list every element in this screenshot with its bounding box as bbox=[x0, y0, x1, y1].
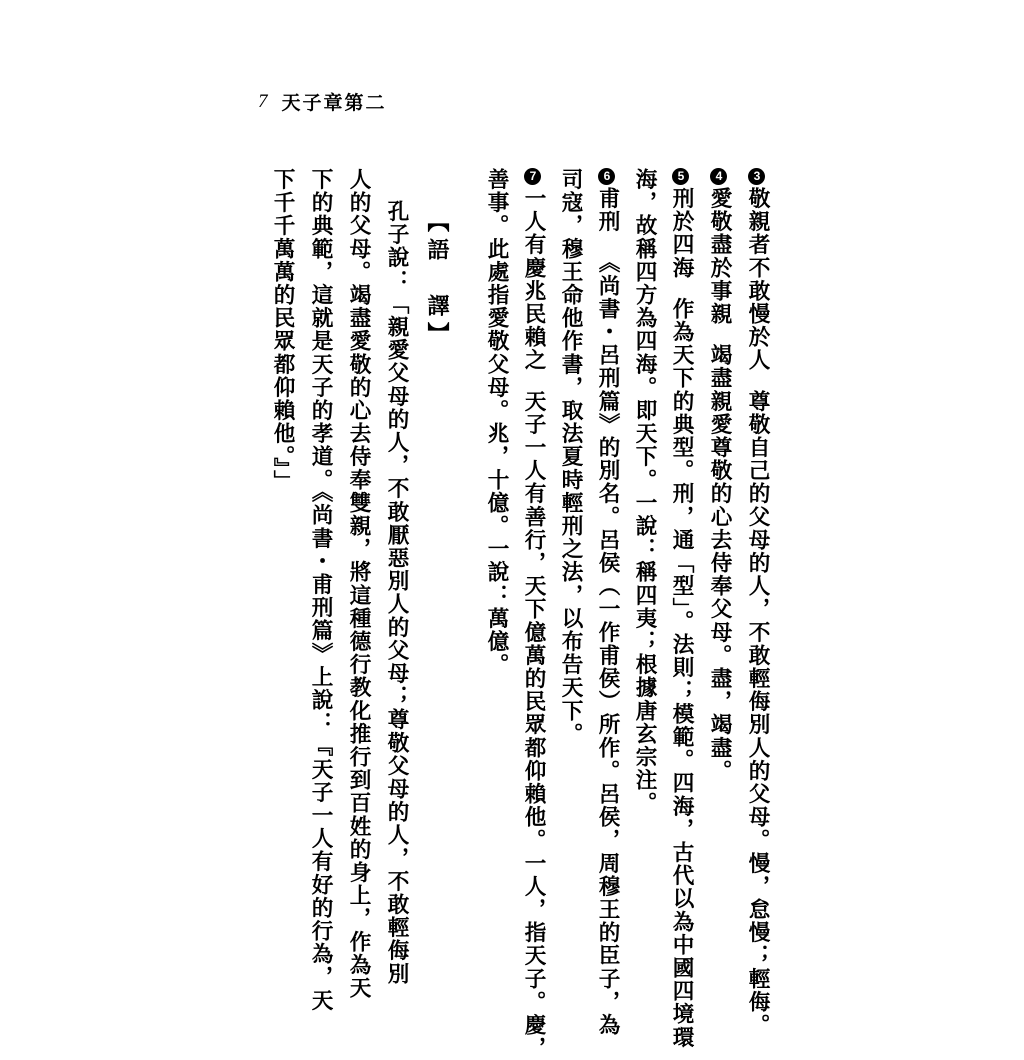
note-text: 司寇，穆王命他作書，取法夏時輕刑之法，以布告天下。 bbox=[558, 168, 583, 746]
note-term: 一人有慶兆民賴之 bbox=[521, 187, 546, 372]
page-number: 7 bbox=[258, 90, 268, 112]
note-5-continuation bbox=[630, 168, 658, 815]
note-number-badge: 6 bbox=[600, 168, 614, 185]
chapter-title: 天子章第二 bbox=[281, 92, 387, 114]
note-6 bbox=[593, 168, 621, 1037]
note-text: 《尚書・呂刑篇》的別名。呂侯（一作甫侯）所作。呂侯，周穆王的臣子，為 bbox=[595, 251, 620, 1037]
note-term: 刑於四海 bbox=[669, 187, 694, 280]
note-3 bbox=[743, 168, 771, 1037]
note-term: 敬親者不敢慢於人 bbox=[745, 187, 770, 372]
note-number-badge: 7 bbox=[526, 168, 540, 185]
note-7-continuation bbox=[482, 168, 510, 676]
note-number-badge: 5 bbox=[674, 168, 688, 185]
note-text: 尊敬自己的父母的人，不敢輕侮別人的父母。慢，怠慢；輕侮。 bbox=[745, 389, 770, 1037]
note-number-badge: 4 bbox=[712, 168, 726, 185]
note-number-badge: 3 bbox=[750, 168, 764, 185]
translation-line-2: 人的父母。竭盡愛敬的心去侍奉雙親，將這種德行教化推行到百姓的身上，作為天 bbox=[346, 168, 371, 1000]
translation-heading: 【語 譯】 bbox=[424, 210, 450, 350]
note-text: 海，故稱四方為四海。即天下。一說：稱四夷；根據唐玄宗注。 bbox=[632, 168, 657, 815]
note-4 bbox=[705, 168, 733, 783]
note-text: 作為天下的典型。刑，通「型」。法則；模範。四海，古代以為中國四境環 bbox=[669, 297, 694, 1049]
page-header bbox=[258, 88, 387, 115]
note-text: 天子一人有善行，天下億萬的民眾都仰賴他。一人，指天子。慶， bbox=[521, 389, 546, 1060]
note-term: 愛敬盡於事親 bbox=[707, 187, 732, 326]
note-7 bbox=[519, 168, 547, 1060]
translation-line-1: 孔子說：「親愛父母的人，不敢厭惡別人的父母；尊敬父母的人，不敢輕侮別 bbox=[384, 200, 409, 986]
translation-line-3: 下的典範，這就是天子的孝道。《尚書・甫刑篇》上說：『天子一人有好的行為，天 bbox=[308, 168, 333, 1012]
translation-line-4: 下千千萬萬的民眾都仰賴他。』」 bbox=[270, 168, 295, 493]
note-5 bbox=[667, 168, 695, 1049]
note-text: 善事。此處指愛敬父母。兆，十億。一說：萬億。 bbox=[484, 168, 509, 677]
note-text: 竭盡親愛尊敬的心去侍奉父母。盡，竭盡。 bbox=[707, 343, 732, 783]
note-6-continuation bbox=[556, 168, 584, 746]
note-term: 甫刑 bbox=[595, 187, 620, 234]
